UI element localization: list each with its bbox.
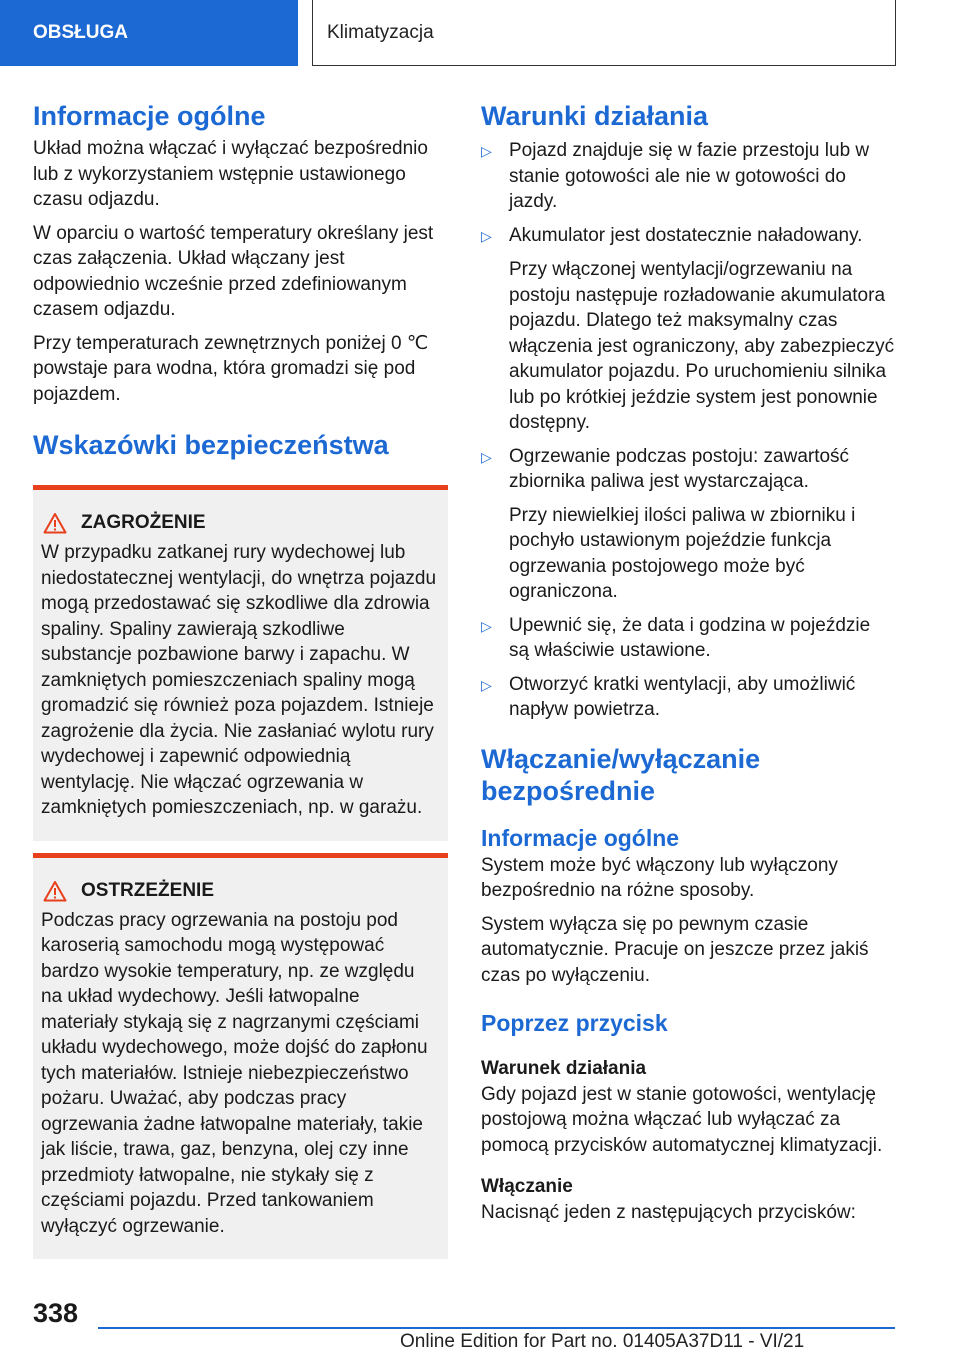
safety-heading: Wskazówki bezpieczeństwa [33,430,389,460]
page-number: 338 [33,1298,79,1328]
info-paragraph: Przy temperaturach zewnętrznych poniżej 0 ℃ powstaje para wodna, która gromadzi się pod pojazdem. [33,332,429,405]
info-heading: Informacje ogólne [33,101,266,131]
general-heading: Informacje ogólne [481,824,680,851]
danger-text: W przypadku zatkanej rury wydechowej lub niedostatecznej wentylacji, do wnętrza pojazdu mogą przedostawać się szkodliwe dla zdrowia spaliny. Spaliny zawierają szkodliwe substancje pozbawione barwy i zapachu. W zamkniętych pomieszczeniach spaliny mogą gromadzić się również poza pojazdem. Istnieje zagrożenie dla życia. Nie zasłaniać wylotu rury wydechowej i zapewnić odpowiednią wentylację. Nie włączać ogrzewania w zamkniętych pomieszczeniach, np. w garażu. [41,542,437,818]
condition-text: Gdy pojazd jest w stanie gotowości, wentylację postojową można włączać lub wyłączać za pomocą przycisków automatycznej klimatyzacji. [481,1083,883,1156]
general-paragraph: System może być włączony lub wyłączony bezpośrednio na różne sposoby. [481,854,838,901]
switch-on-text: Nacisnąć jeden z następujących przycisków: [481,1201,856,1223]
list-item: ▷ Akumulator jest dostatecznie naładowany. [481,223,895,250]
switch-on-label: Włączanie [481,1176,573,1197]
warning-box [33,853,448,1260]
list-item-note: Przy niewielkiej ilości paliwa w zbiorniku i pochyło ustawionym pojeździe funkcja ogrzewania postojowego może być ograniczona. [509,504,856,602]
right-column [481,100,895,1225]
info-paragraph: Układ można włączać i wyłączać bezpośrednio lub z wykorzystaniem wstępnie ustawionego czasu odjazdu. [33,138,428,210]
warning-triangle-icon [43,880,67,902]
warning-title: OSTRZEŻENIE [81,879,215,901]
list-item: ▷ Upewnić się, że data i godzina w pojeździe są właściwie ustawione. [481,613,895,664]
section-tab: OBSŁUGA [0,0,298,66]
info-paragraph: W oparciu o wartość temperatury określany jest czas załączenia. Układ włączany jest odpowiednio wcześnie przed zdefiniowanym czasem odjazdu. [33,222,434,320]
footer-divider [98,1327,895,1329]
warning-triangle-icon [43,512,67,534]
triangle-bullet-icon: ▷ [481,448,492,465]
danger-box [33,485,448,841]
triangle-bullet-icon: ▷ [481,617,492,634]
general-paragraph: System wyłącza się po pewnym czasie automatycznie. Pracuje on jeszcze przez jakiś czas po wyłączeniu. [481,913,869,986]
warning-text: Podczas pracy ogrzewania na postoju pod karoserią samochodu mogą występować bardzo wysokie temperatury, np. ze względu na układ wydechowy. Jeśli łatwopalne materiały stykają się z nagrzanymi częściami układu wydechowego, może dojść do zapłonu tych materiałów. Istnieje niebezpieczeństwo pożaru. Uważać, aby podczas pracy ogrzewania żadne łatwopalne materiały, takie jak liście, trawa, gaz, benzyna, olej czy inne przedmioty łatwopalne, nie stykały się z częściami pojazdu. Przed tankowaniem wyłączyć ogrzewanie. [41,909,428,1237]
list-item-note: Przy włączonej wentylacji/ogrzewaniu na postoju następuje rozładowanie akumulatora pojazdu. Dlatego też maksymalny czas włączenia jest ograniczony, aby zabezpieczyć akumulator pojazdu. Po uruchomieniu silnika lub po krótkiej jeździe system jest ponownie dostępny. [509,259,895,433]
left-column [33,100,448,1259]
button-heading: Poprzez przycisk [481,1010,668,1036]
triangle-bullet-icon: ▷ [481,227,492,244]
topic-tab: Klimatyzacja [312,0,896,66]
danger-title: ZAGROŻENIE [81,512,206,533]
list-item: ▷ Pojazd znajduje się w fazie przestoju lub w stanie gotowości ale nie w gotowości do jazdy. [481,138,895,215]
list-item: ▷ Otworzyć kratki wentylacji, aby umożliwić napływ powietrza. [481,672,895,723]
triangle-bullet-icon: ▷ [481,676,492,693]
triangle-bullet-icon: ▷ [481,143,492,159]
list-item: ▷ Ogrzewanie podczas postoju: zawartość zbiornika paliwa jest wystarczająca. [481,444,895,495]
page-header [0,0,960,66]
edition-note: Online Edition for Part no. 01405A37D11 - VI/21 [400,1331,805,1352]
condition-label: Warunek działania [481,1058,647,1079]
onoff-heading: Włączanie/wyłączanie bezpośrednie [481,743,761,806]
conditions-heading: Warunki działania [481,101,709,131]
